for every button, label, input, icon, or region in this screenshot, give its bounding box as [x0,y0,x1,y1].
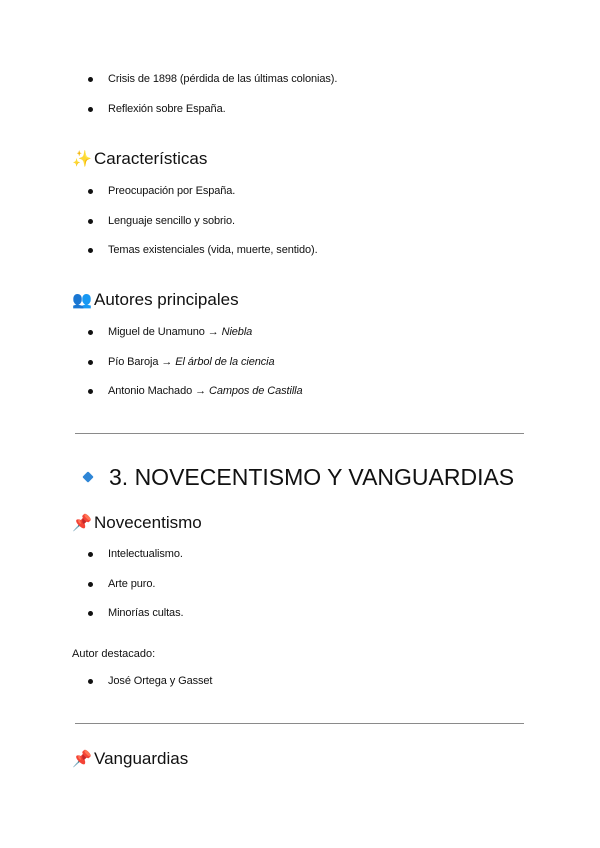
divider [75,433,524,434]
section-heading: 3. NOVECENTISMO Y VANGUARDIAS [78,463,514,491]
heading-vanguardias: 📌 Vanguardias [72,749,189,768]
heading-novecentismo: 📌 Novecentismo [72,513,202,532]
heading-autores: 👥 Autores principales [72,290,239,309]
pushpin-icon: 📌 [72,751,92,768]
heading-caracteristicas: ✨ Características [72,149,208,168]
document-page: Crisis de 1898 (pérdida de las últimas colonias). Reflexión sobre España. ✨ Características Preocupación por España. Lenguaje sencillo y sobrio. Temas existenciales (vida, muerte, sentido). 👥 Autores principales Miguel de Unamuno → Niebla Pío Baroja → El árbol de la ciencia Antonio Machado → Campos de Castilla 3. NOVECENTISMO Y VANGUARDIAS 📌 Novecentismo Intelectualismo. Arte puro. Minorías cultas. Autor destacado: José Ortega y Gasset 📌 Vanguardias [0,0,600,848]
diamond-icon [82,471,93,482]
people-icon: 👥 [72,292,92,309]
divider [75,723,524,724]
featured-author-label: Autor destacado: [72,648,156,660]
sparkles-icon: ✨ [72,151,92,168]
pushpin-icon: 📌 [72,515,92,532]
